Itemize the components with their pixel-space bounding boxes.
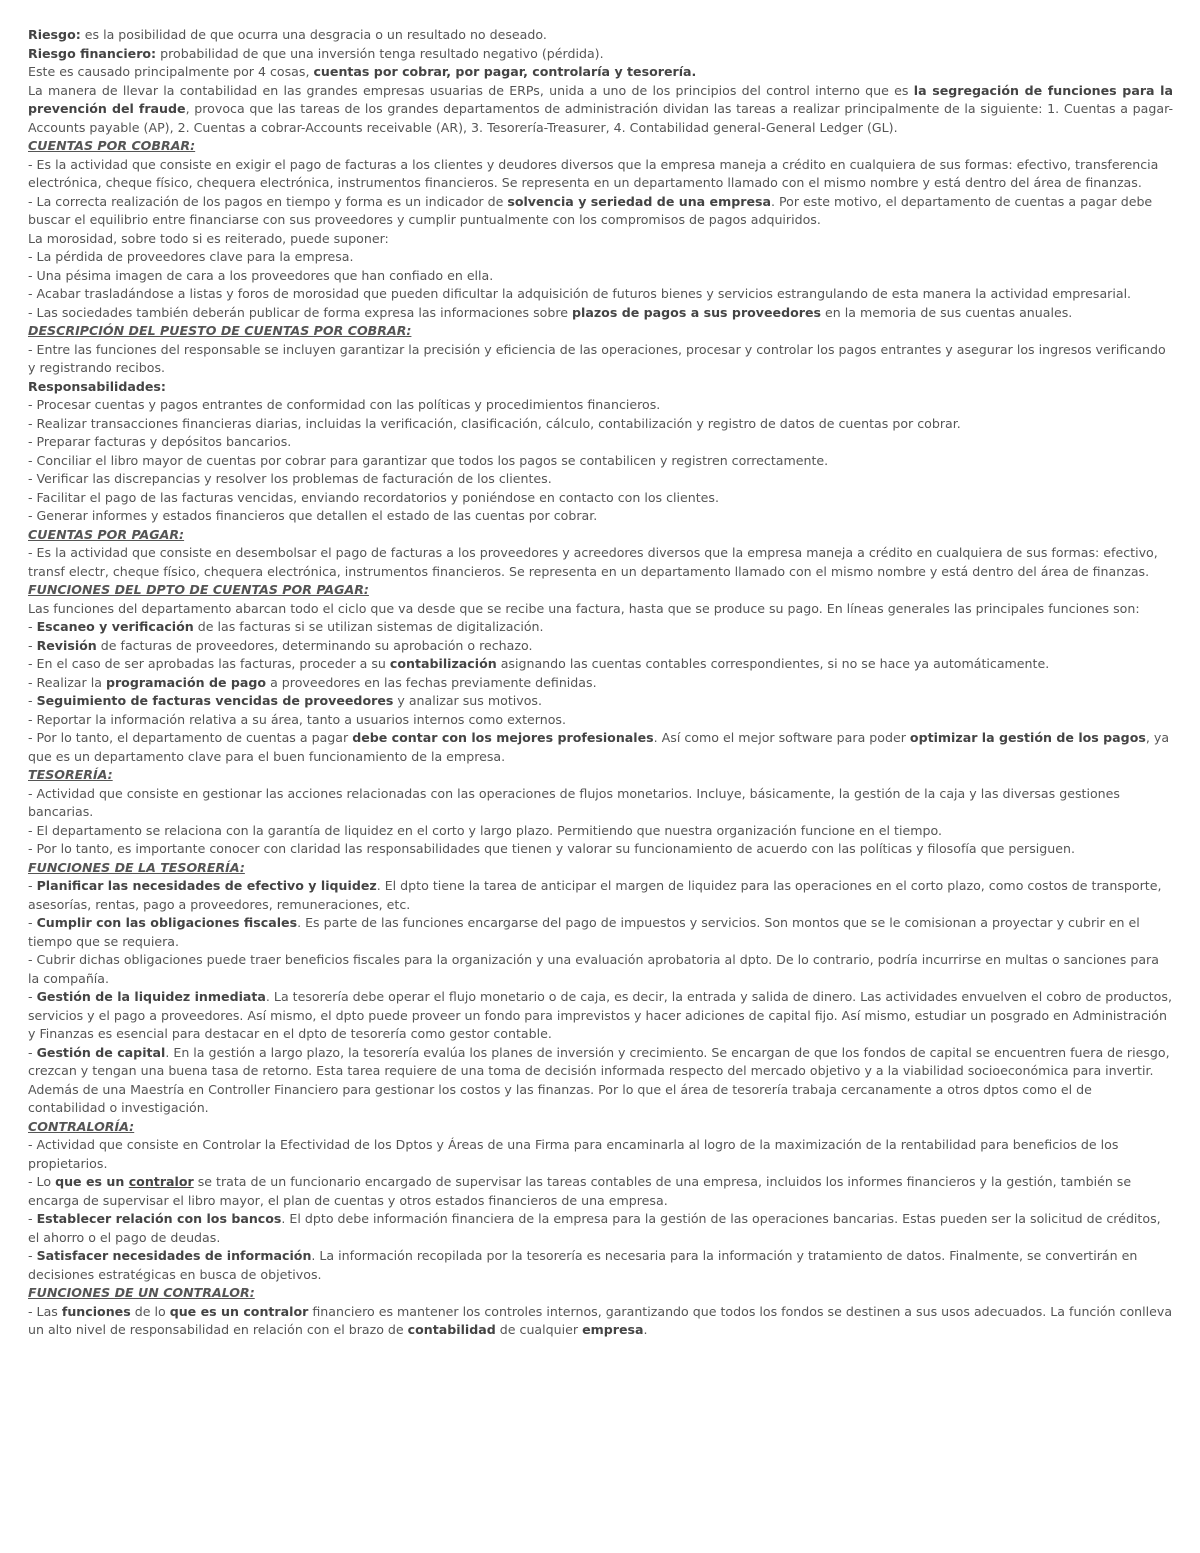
- bold-text-run: cuentas por cobrar, por pagar, controlaría y tesorería.: [313, 64, 697, 79]
- text-run: -: [28, 619, 37, 634]
- text-run: , ya que es un departamento clave para el buen funcionamiento de la empresa.: [28, 730, 1170, 764]
- bold-text-run: plazos de pagos a sus proveedores: [572, 304, 822, 320]
- paragraph: [28, 433, 1173, 452]
- text-run: se trata de un funcionario encargado de supervisar las tareas contables de una empresa, incluidos los informes financieros y la gestión, también se encarga de supervisar el libro mayor, el plan de cuentas y otros estados financieros de una empresa.: [28, 1174, 1132, 1208]
- section-heading: [28, 1118, 1173, 1137]
- text-run: - Acabar trasladándose a listas y foros de morosidad que pueden dificultar la adquisición de futuros bienes y servicios estrangulando de esta manera la actividad empresarial.: [28, 286, 1132, 301]
- paragraph: [28, 840, 1173, 859]
- paragraph: [28, 1173, 1173, 1210]
- bold-text-run: Escaneo y verificación: [36, 619, 194, 634]
- paragraph: [28, 1136, 1173, 1173]
- text-run: de lo: [130, 1303, 170, 1319]
- text-run: -: [28, 1044, 37, 1060]
- text-run: . La tesorería debe operar el flujo monetario o de caja, es decir, la entrada y salida de dinero. Las actividades envuelven el cobro de productos, servicios y el pago a proveedores. Así mismo, el dpto puede proveer un fondo para imprevistos y hacer adiciones de capital fijo. Así mismo, estudiar un posgrado en Administración y Finanzas es esencial para destacar en el dpto de tesorería como gestor contable.: [28, 989, 1172, 1041]
- bold-text-run: Riesgo:: [28, 27, 81, 42]
- text-run: La manera de llevar la contabilidad en las grandes empresas usuarias de ERPs, unida a uno de los principios del control interno que es: [28, 82, 914, 98]
- paragraph: [28, 489, 1173, 508]
- paragraph: [28, 267, 1173, 286]
- paragraph: [28, 396, 1173, 415]
- text-run: . La información recopilada por la tesorería es necesaria para la información y tratamiento de datos. Finalmente, se convertirán en decisiones estratégicas en busca de objetivos.: [28, 1248, 1138, 1282]
- text-run: probabilidad de que una inversión tenga resultado negativo (pérdida).: [156, 45, 604, 61]
- text-run: - Preparar facturas y depósitos bancarios.: [28, 434, 292, 449]
- text-run: - Lo: [28, 1174, 56, 1189]
- bold-text-run: empresa: [582, 1322, 644, 1337]
- paragraph: [28, 914, 1173, 951]
- text-run: - El departamento se relaciona con la garantía de liquidez en el corto y largo plazo. Permitiendo que nuestra organización funcione en el tiempo.: [28, 822, 942, 838]
- text-run: - La correcta realización de los pagos en tiempo y forma es un indicador de: [28, 193, 508, 209]
- bold-text-run: Cumplir con las obligaciones fiscales: [36, 915, 298, 930]
- section-heading: [28, 1284, 1173, 1303]
- paragraph: [28, 452, 1173, 471]
- bold-text-run: que es un contralor: [169, 1303, 309, 1319]
- section-heading: [28, 322, 1173, 341]
- text-run: -: [28, 915, 37, 930]
- text-run: DESCRIPCIÓN DEL PUESTO DE CUENTAS POR COBRAR:: [28, 323, 412, 338]
- paragraph: [28, 378, 1173, 397]
- text-run: . Así como el mejor software para poder: [653, 730, 910, 745]
- paragraph: [28, 600, 1173, 619]
- paragraph: [28, 637, 1173, 656]
- bold-text-run: funciones: [61, 1303, 131, 1319]
- text-run: - Es la actividad que consiste en desembolsar el pago de facturas a los proveedores y acreedores diversos que la empresa maneja a crédito en cualquiera de sus formas: efectivo, transf electr, cheque físico, chequera electrónica, instrumentos financieros. Se representa en un departamento llamado con el mismo nombre y está dentro del área de finanzas.: [28, 545, 1158, 579]
- paragraph: [28, 45, 1173, 64]
- paragraph: [28, 951, 1173, 988]
- text-run: - Reportar la información relativa a su área, tanto a usuarios internos como externos.: [28, 711, 566, 727]
- text-run: - Una pésima imagen de cara a los proveedores que han confiado en ella.: [28, 267, 494, 283]
- text-run: - Las: [28, 1303, 62, 1319]
- text-run: . El dpto tiene la tarea de anticipar el margen de liquidez para las operaciones en el corto plazo, como costos de transporte, asesorías, rentas, pago a proveedores, remuneraciones, etc.: [28, 878, 1162, 912]
- text-run: - Conciliar el libro mayor de cuentas por cobrar para garantizar que todos los pagos se contabilicen y registren correctamente.: [28, 452, 829, 468]
- text-run: -: [28, 989, 37, 1004]
- paragraph: [28, 156, 1173, 193]
- text-run: - Por lo tanto, es importante conocer con claridad las responsabilidades que tienen y valorar su funcionamiento de acuerdo con las políticas y filosofía que persiguen.: [28, 841, 1076, 856]
- paragraph: [28, 341, 1173, 378]
- paragraph: [28, 785, 1173, 822]
- text-run: financiero es mantener los controles internos, garantizando que todos los fondos se destinen a sus usos adecuados. La función conlleva un alto nivel de responsabilidad en relación con el brazo de: [28, 1303, 1173, 1337]
- paragraph: [28, 729, 1173, 766]
- paragraph: [28, 1210, 1173, 1247]
- text-run: - En el caso de ser aprobadas las facturas, proceder a su: [28, 656, 390, 671]
- bold-text-run: Gestión de capital: [36, 1044, 166, 1060]
- text-run: y analizar sus motivos.: [393, 693, 542, 708]
- text-run: - Es la actividad que consiste en exigir el pago de facturas a los clientes y deudores diversos que la empresa maneja a crédito en cualquiera de sus formas: efectivo, transferencia electrónica, cheque físico, chequera electrónica, instrumentos financieros. Se representa en un departamento llamado con el mismo nombre y está dentro del área de finanzas.: [28, 156, 1159, 190]
- text-run: TESORERÍA:: [28, 767, 113, 782]
- bold-text-run: contabilidad: [407, 1322, 496, 1337]
- text-run: - Generar informes y estados financieros que detallen el estado de las cuentas por cobrar.: [28, 508, 598, 523]
- text-run: FUNCIONES DE LA TESORERÍA:: [28, 859, 245, 875]
- text-run: - Por lo tanto, el departamento de cuentas a pagar: [28, 730, 353, 745]
- text-run: . El dpto debe información financiera de la empresa para la gestión de las operaciones bancarias. Estas pueden ser la solicitud de créditos, el ahorro o el pago de deudas.: [28, 1211, 1161, 1245]
- paragraph: [28, 877, 1173, 914]
- text-run: Las funciones del departamento abarcan todo el ciclo que va desde que se recibe una factura, hasta que se produce su pago. En líneas generales las principales funciones son:: [28, 600, 1140, 616]
- bold-text-run: contabilización: [389, 656, 497, 671]
- paragraph: [28, 544, 1173, 581]
- paragraph: [28, 26, 1173, 45]
- paragraph: [28, 674, 1173, 693]
- paragraph: [28, 655, 1173, 674]
- bold-text-run: que es un: [55, 1174, 129, 1189]
- paragraph: [28, 285, 1173, 304]
- paragraph: [28, 711, 1173, 730]
- paragraph: [28, 1303, 1173, 1340]
- text-run: .: [643, 1322, 648, 1337]
- text-run: es la posibilidad de que ocurra una desgracia o un resultado no deseado.: [80, 27, 547, 42]
- text-run: CUENTAS POR PAGAR:: [28, 526, 185, 542]
- section-heading: [28, 766, 1173, 785]
- text-run: - Verificar las discrepancias y resolver los problemas de facturación de los clientes.: [28, 471, 552, 486]
- bold-text-run: programación de pago: [105, 674, 267, 690]
- text-run: - Realizar la: [28, 674, 106, 690]
- text-run: -: [28, 1248, 37, 1263]
- text-run: - Actividad que consiste en gestionar las acciones relacionadas con las operaciones de flujos monetarios. Incluye, básicamente, la gestión de la caja y las diversas gestiones bancarias.: [28, 785, 1120, 819]
- bold-text-run: debe contar con los mejores profesionales: [352, 730, 654, 745]
- bold-text-run: Riesgo financiero:: [28, 45, 157, 61]
- bold-text-run: Gestión de la liquidez inmediata: [36, 989, 266, 1004]
- text-run: - Realizar transacciones financieras diarias, incluidas la verificación, clasificación, cálculo, contabilización y registro de datos de cuentas por cobrar.: [28, 415, 961, 431]
- bold-text-run: solvencia y seriedad de una empresa: [507, 193, 771, 209]
- paragraph: [28, 82, 1173, 138]
- text-run: a proveedores en las fechas previamente definidas.: [266, 674, 597, 690]
- text-run: . En la gestión a largo plazo, la tesorería evalúa los planes de inversión y crecimiento. Se encargan de que los fondos de capital se encuentren fuera de riesgo, crezcan y tengan una buena tasa de retorno. Esta tarea requiere de una toma de decisión informada respecto del mercado objetivo y a la viabilidad socioeconómica para invertir. Además de una Maestría en Controller Financiero para gestionar los costos y las finanzas. Por lo que el área de tesorería trabaja cercanamente a otros dptos como el de contabilidad o investigación.: [28, 1044, 1170, 1115]
- text-run: - Las sociedades también deberán publicar de forma expresa las informaciones sobre: [28, 304, 573, 320]
- text-run: -: [28, 637, 37, 653]
- text-run: Este es causado principalmente por 4 cosas,: [28, 64, 314, 79]
- paragraph: [28, 692, 1173, 711]
- paragraph: [28, 193, 1173, 230]
- bold-text-run: contralor: [128, 1174, 194, 1189]
- paragraph: [28, 415, 1173, 434]
- bold-text-run: Establecer relación con los bancos: [36, 1211, 282, 1226]
- text-run: de cualquier: [495, 1322, 583, 1337]
- text-run: de las facturas si se utilizan sistemas de digitalización.: [193, 619, 544, 634]
- text-run: , provoca que las tareas de los grandes departamentos de administración dividan las tareas a realizar principalmente de la siguiente: 1. Cuentas a pagar-Accounts payable (AP), 2. Cuentas a cobrar-Accounts receivable (AR), 3. Tesorería-Treasurer, 4. Contabilidad general-General Ledger (GL).: [28, 101, 1173, 135]
- section-heading: [28, 137, 1173, 156]
- section-heading: [28, 859, 1173, 878]
- text-run: de facturas de proveedores, determinando su aprobación o rechazo.: [96, 637, 533, 653]
- text-run: en la memoria de sus cuentas anuales.: [821, 304, 1073, 320]
- bold-text-run: Planificar las necesidades de efectivo y liquidez: [36, 878, 377, 893]
- paragraph: [28, 618, 1173, 637]
- paragraph: [28, 988, 1173, 1044]
- bold-text-run: Responsabilidades:: [28, 378, 166, 394]
- text-run: La morosidad, sobre todo si es reiterado, puede suponer:: [28, 230, 389, 246]
- bold-text-run: la segregación de funciones para la prevención del fraude: [28, 82, 1173, 116]
- text-run: . Es parte de las funciones encargarse del pago de impuestos y servicios. Son montos que se le comisionan a proyectar y cubrir en el tiempo que se requiera.: [28, 915, 1140, 949]
- text-run: . Por este motivo, el departamento de cuentas a pagar debe buscar el equilibrio entre financiarse con sus proveedores y cumplir puntualmente con los compromisos de pagos adquiridos.: [28, 193, 1153, 227]
- paragraph: [28, 304, 1173, 323]
- paragraph: [28, 822, 1173, 841]
- paragraph: [28, 230, 1173, 249]
- section-heading: [28, 526, 1173, 545]
- text-run: -: [28, 1211, 37, 1226]
- text-run: CUENTAS POR COBRAR:: [28, 138, 196, 153]
- text-run: - La pérdida de proveedores clave para la empresa.: [28, 249, 354, 264]
- paragraph: [28, 507, 1173, 526]
- paragraph: [28, 1044, 1173, 1118]
- text-run: - Cubrir dichas obligaciones puede traer beneficios fiscales para la organización y una evaluación aprobatoria al dpto. De lo contrario, podría incurrirse en multas o sanciones para la compañía.: [28, 952, 1159, 986]
- bold-text-run: Seguimiento de facturas vencidas de proveedores: [36, 693, 394, 708]
- bold-text-run: optimizar la gestión de los pagos: [909, 730, 1146, 745]
- paragraph: [28, 63, 1173, 82]
- text-run: FUNCIONES DEL DPTO DE CUENTAS POR PAGAR:: [28, 582, 369, 597]
- bold-text-run: Satisfacer necesidades de información: [36, 1248, 312, 1263]
- paragraph: [28, 470, 1173, 489]
- text-run: - Entre las funciones del responsable se incluyen garantizar la precisión y eficiencia de las operaciones, procesar y controlar los pagos entrantes y asegurar los ingresos verificando y registrando recibos.: [28, 341, 1166, 375]
- paragraph: [28, 1247, 1173, 1284]
- paragraph: [28, 248, 1173, 267]
- text-run: - Actividad que consiste en Controlar la Efectividad de los Dptos y Áreas de una Firma para encaminarla al logro de la maximización de la rentabilidad para beneficios de los propietarios.: [28, 1137, 1119, 1171]
- text-run: -: [28, 878, 37, 893]
- text-run: -: [28, 693, 37, 708]
- text-run: - Procesar cuentas y pagos entrantes de conformidad con las políticas y procedimientos financieros.: [28, 397, 661, 412]
- text-run: FUNCIONES DE UN CONTRALOR:: [28, 1285, 255, 1300]
- bold-text-run: Revisión: [36, 637, 97, 653]
- text-run: asignando las cuentas contables correspondientes, si no se hace ya automáticamente.: [496, 656, 1050, 671]
- text-run: - Facilitar el pago de las facturas vencidas, enviando recordatorios y poniéndose en contacto con los clientes.: [28, 489, 719, 505]
- text-run: CONTRALORÍA:: [28, 1118, 135, 1134]
- section-heading: [28, 581, 1173, 600]
